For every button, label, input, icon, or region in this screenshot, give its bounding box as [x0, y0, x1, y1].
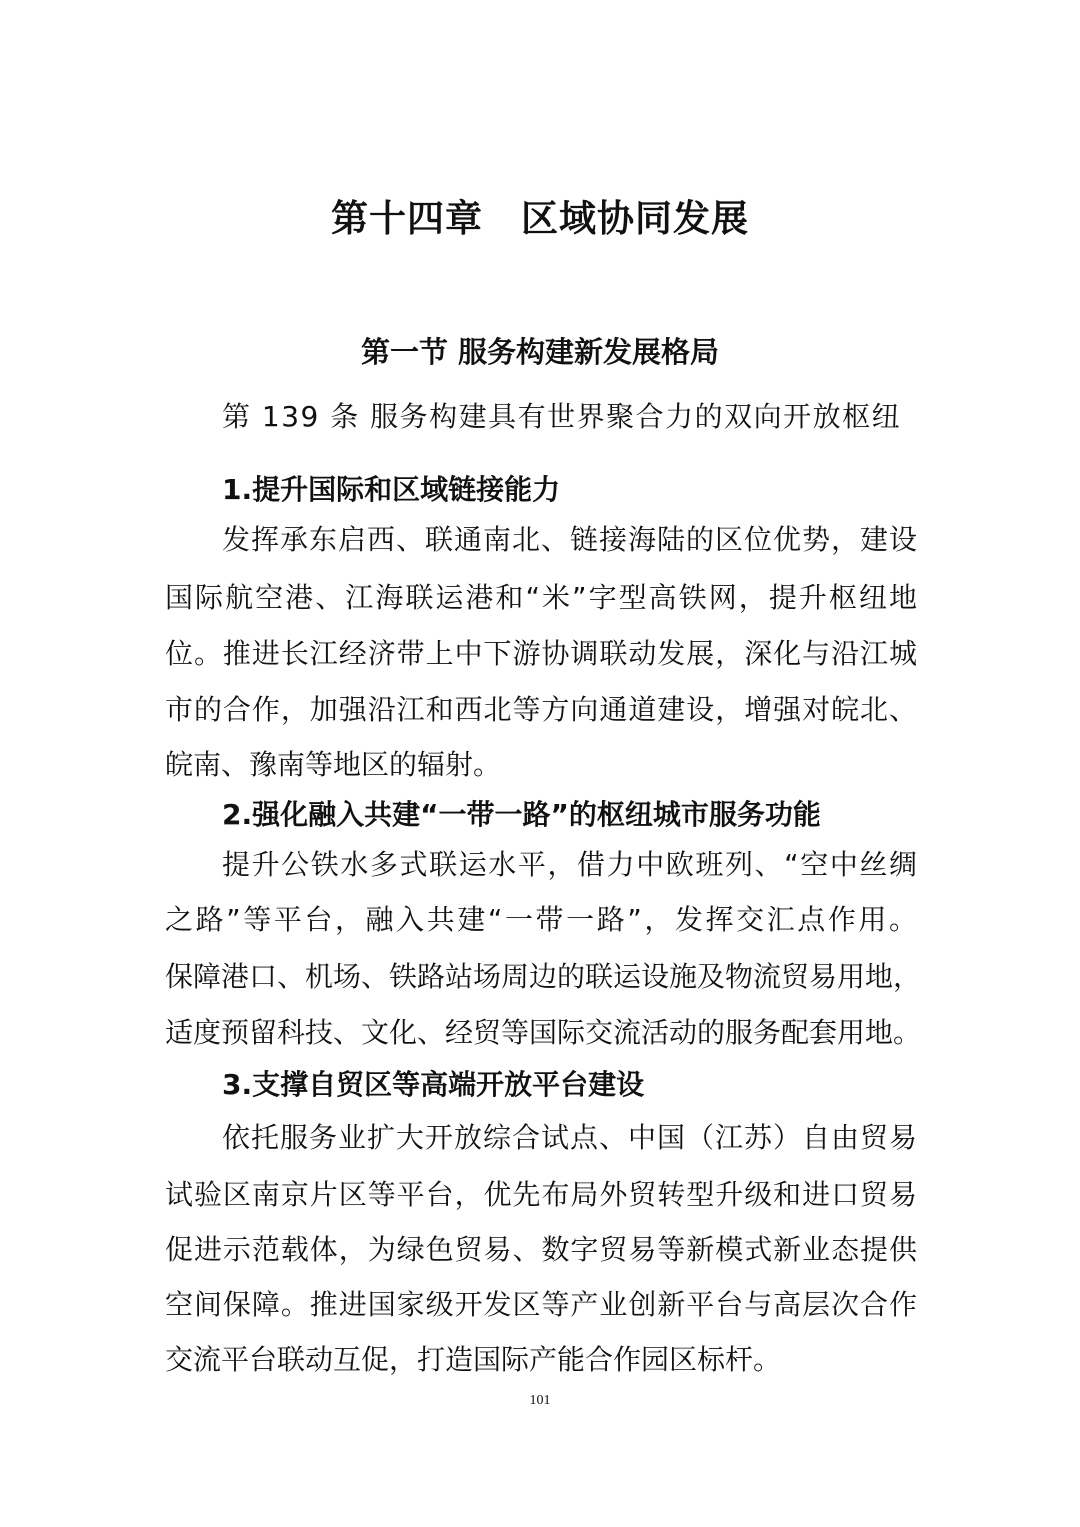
paragraph-line: 市的合作，加强沿江和西北等方向通道建设，增强对皖北、 [165, 693, 917, 726]
article-title: 第 139 条 服务构建具有世界聚合力的双向开放枢纽 [222, 400, 902, 433]
paragraph-line: 促进示范载体，为绿色贸易、数字贸易等新模式新业态提供 [165, 1233, 917, 1266]
paragraph-line: 试验区南京片区等平台，优先布局外贸转型升级和进口贸易 [165, 1178, 917, 1211]
paragraph-line: 保障港口、机场、铁路站场周边的联运设施及物流贸易用地， [165, 960, 922, 993]
paragraph-line: 提升公铁水多式联运水平，借力中欧班列、“空中丝绸 [222, 848, 917, 881]
paragraph-line: 发挥承东启西、联通南北、链接海陆的区位优势，建设 [222, 523, 917, 556]
chapter-title: 第十四章 区域协同发展 [331, 196, 749, 240]
paragraph-line: 适度预留科技、文化、经贸等国际交流活动的服务配套用地。 [165, 1016, 922, 1049]
page-number: 101 [529, 1393, 551, 1408]
item-heading-1: 1.提升国际和区域链接能力 [222, 473, 561, 506]
section-title: 第一节 服务构建新发展格局 [360, 335, 720, 369]
item-heading-3: 3.支撑自贸区等高端开放平台建设 [222, 1068, 645, 1101]
paragraph-line: 空间保障。推进国家级开发区等产业创新平台与高层次合作 [165, 1288, 917, 1321]
paragraph-line: 依托服务业扩大开放综合试点、中国（江苏）自由贸易 [222, 1121, 917, 1154]
item-heading-2: 2.强化融入共建“一带一路”的枢纽城市服务功能 [222, 798, 821, 831]
paragraph-line: 之路”等平台，融入共建“一带一路”，发挥交汇点作用。 [165, 903, 917, 936]
paragraph-line: 位。推进长江经济带上中下游协调联动发展，深化与沿江城 [165, 637, 917, 670]
paragraph-line: 交流平台联动互促，打造国际产能合作园区标杆。 [165, 1343, 782, 1376]
paragraph-line: 国际航空港、江海联运港和“米”字型高铁网，提升枢纽地 [165, 581, 917, 614]
paragraph-line: 皖南、豫南等地区的辐射。 [165, 748, 502, 781]
